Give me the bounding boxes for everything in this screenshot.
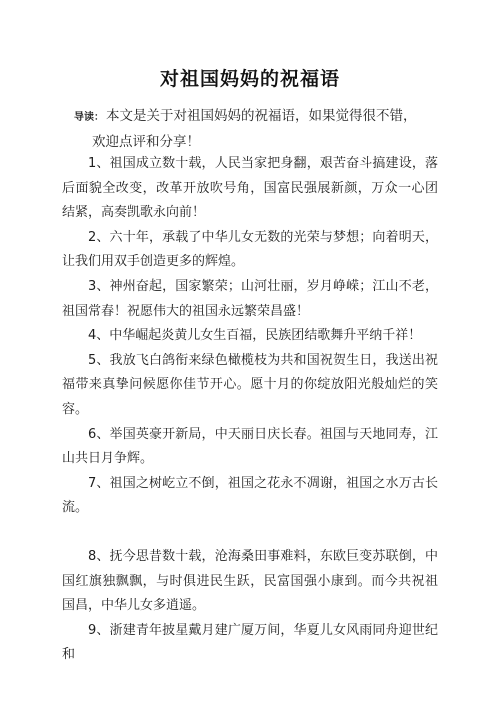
blessing-paragraph-9: 9、浙建青年披星戴月建广厦万间，华夏儿女风雨同舟迎世纪和 xyxy=(62,622,438,663)
blessing-paragraph-8: 8、抚今思昔数十载，沧海桑田事难料，东欧巨变苏联倒，中国红旗独飘飘，与时俱进民生跃，民富国强小康到。而今共祝祖国昌，中华儿女多逍遥。 xyxy=(62,548,438,614)
intro-lead-label: 导读： xyxy=(74,112,104,123)
blessing-paragraph-6: 6、举国英豪开新局，中天丽日庆长春。祖国与天地同寿，江山共日月争辉。 xyxy=(62,426,438,467)
blessing-paragraph-2: 2、六十年，承载了中华儿女无数的光荣与梦想；向着明天，让我们用双手创造更多的辉煌。 xyxy=(62,229,438,270)
blessings-list xyxy=(62,152,438,668)
intro-line-2: 欢迎点评和分享！ xyxy=(92,134,200,150)
document-title: 对祖国妈妈的祝福语 xyxy=(159,68,340,90)
intro-block xyxy=(74,104,454,154)
blessing-paragraph-5: 5、我放飞白鸽衔来绿色橄榄枝为共和国祝贺生日，我送出祝福带来真挚问候愿你佳节开心。愿十月的你绽放阳光般灿烂的笑容。 xyxy=(62,352,438,417)
intro-line-1: 本文是关于对祖国妈妈的祝福语，如果觉得很不错， xyxy=(106,108,417,124)
blessing-paragraph-7: 7、祖国之树屹立不倒，祖国之花永不凋谢，祖国之水万古长流。 xyxy=(62,475,438,516)
blessing-paragraph-1: 1、祖国成立数十载，人民当家把身翻，艰苦奋斗搞建设，落后面貌全改变，改革开放吹号角，国富民强展新颜，万众一心团结紧，高奏凯歌永向前！ xyxy=(62,156,438,221)
blessing-paragraph-3: 3、神州奋起，国家繁荣；山河壮丽，岁月峥嵘；江山不老，祖国常春！祝愿伟大的祖国永远繁荣昌盛！ xyxy=(62,278,438,319)
blessing-paragraph-4: 4、中华崛起炎黄儿女生百福，民族团结歌舞升平纳千祥！ xyxy=(88,328,422,344)
